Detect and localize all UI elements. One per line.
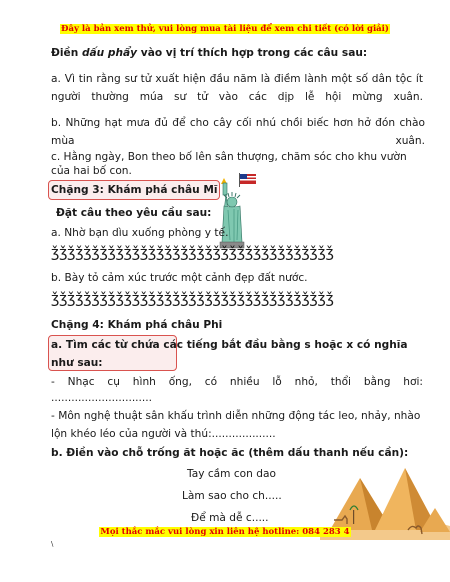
poem-line-2: Làm sao cho ch.....	[182, 490, 282, 502]
task1-sentence-b: b. Những hạt mưa đủ để cho cây cối nhú chồi biếc hơn hở đón chào mùa xuân.	[51, 117, 425, 147]
preview-banner	[0, 24, 450, 34]
stage3-title: Chặng 3: Khám phá châu Mĩ	[51, 184, 218, 196]
stage4-item1: - Nhạc cụ hình ống, có nhiều lỗ nhỏ, thổi bằng hơi: ..............................	[51, 376, 423, 404]
stage3-item-b: b. Bày tỏ cảm xúc trước một cảnh đẹp đất nước.	[51, 272, 308, 284]
poem-line-3: Để mà dễ c.....	[191, 512, 269, 524]
stage4-item2: - Môn nghệ thuật sân khấu trình diễn những động tác leo, nhảy, nhào lộn khéo léo của người và thú:...................	[51, 410, 421, 440]
heading-emphasis: dấu phẩy	[81, 47, 138, 59]
stage3-item-a: a. Nhờ bạn dìu xuống phòng y tế.	[51, 227, 229, 239]
preview-banner-text: Đây là bản xem thử, vui lòng mua tài liệu để xem chi tiết (có lời giải)	[61, 24, 389, 34]
stage4-title: Chặng 4: Khám phá châu Phi	[51, 319, 223, 331]
writing-line-a: ǯǯǯǯǯǯǯǯǯǯǯǯǯǯǯǯǯǯǯǯǯǯǯǯǯǯǯǯǯǯǯǯǯǯǯ	[51, 245, 334, 261]
task1-sentence-a: a. Vì tin rằng sư tử xuất hiện đầu năm là điềm lành một số dân tộc ít người thường múa sư tử vào các dịp lễ hội mừng xuân.	[51, 73, 423, 103]
heading-suffix: vào vị trí thích hợp trong các câu sau:	[137, 47, 368, 59]
hotline-banner-text: Mọi thắc mắc vui lòng xin liên hệ hotline: 084 283 4	[100, 527, 350, 537]
task1-heading	[51, 46, 367, 60]
footer-mark: \	[51, 540, 54, 548]
stage4-b-heading: b. Điền vào chỗ trống ăt hoặc ăc (thêm dấu thanh nếu cần):	[51, 447, 409, 459]
poem-line-1: Tay cầm con dao	[187, 468, 276, 480]
stage3-heading: Đặt câu theo yêu cầu sau:	[56, 207, 212, 219]
heading-prefix: Điền	[51, 47, 82, 59]
statue-of-liberty-icon	[210, 172, 270, 252]
stage4-a-heading: a. Tìm các từ chứa các tiếng bắt đầu bằng s hoặc x có nghĩa như sau:	[51, 339, 408, 369]
writing-line-b: ǯǯǯǯǯǯǯǯǯǯǯǯǯǯǯǯǯǯǯǯǯǯǯǯǯǯǯǯǯǯǯǯǯǯǯ	[51, 291, 334, 307]
task1-sentence-c: c. Hằng ngày, Bon theo bố lên sân thượng, chăm sóc cho khu vườn của hai bố con.	[51, 151, 407, 177]
hotline-banner	[0, 527, 450, 537]
